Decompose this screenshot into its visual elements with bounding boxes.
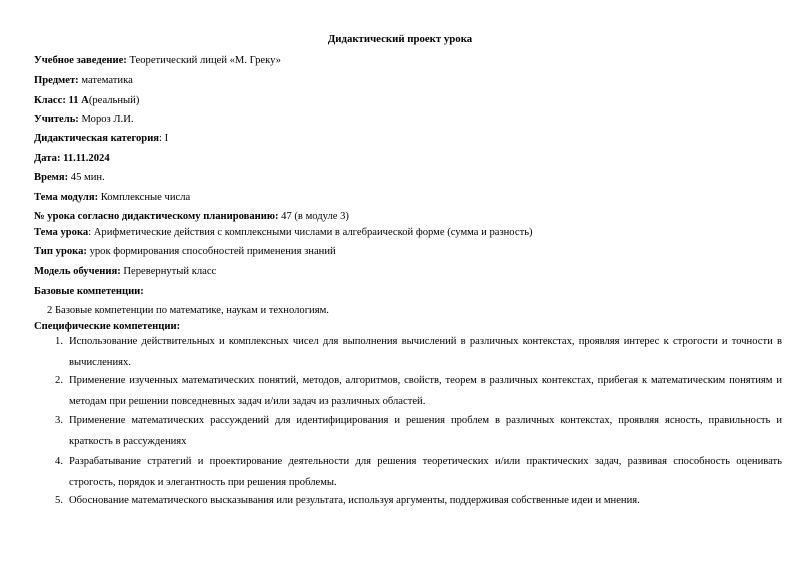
field-lesson-type bbox=[34, 246, 336, 257]
list-item-number: 2. bbox=[55, 375, 63, 386]
field-lesson-number bbox=[34, 211, 349, 222]
base-competences-heading: Базовые компетенции: bbox=[34, 286, 144, 297]
list-item-text: Использование действительных и комплексных чисел для выполнения вычислений в различных контекстах, проявляя интерес к строгости и точности в вычислениях. bbox=[69, 336, 782, 368]
field-label: Учитель: bbox=[34, 114, 79, 125]
field-label: Тема модуля: bbox=[34, 192, 99, 203]
field-label: Время: bbox=[34, 172, 69, 183]
field-value: (реальный) bbox=[88, 95, 140, 106]
field-class bbox=[34, 95, 139, 106]
field-value: Комплексные числа bbox=[98, 192, 191, 203]
field-label: Тип урока: bbox=[34, 246, 87, 257]
field-value: Мороз Л.И. bbox=[78, 114, 134, 125]
list-item-text: Разрабатывание стратегий и проектирование деятельности для решения теоретических и/или практических задач, развивая способность оценивать строгость, порядок и элегантность при решения проблемы. bbox=[69, 456, 782, 488]
field-category bbox=[34, 133, 168, 144]
field-value: Теоретический лицей «М. Греку» bbox=[126, 55, 281, 66]
document-title: Дидактический проект урока bbox=[327, 33, 473, 45]
field-label: № урока согласно дидактическому планированию: bbox=[34, 211, 279, 222]
field-label: Учебное заведение: bbox=[34, 55, 127, 66]
field-label: Предмет: bbox=[34, 75, 79, 86]
base-competence-item: 2 Базовые компетенции по математике, наукам и технологиям. bbox=[47, 305, 329, 316]
field-school bbox=[34, 55, 281, 66]
list-item-text: Применение математических рассуждений для идентифицирования и решения проблем в различных контекстах, проявляя ясность, правильность и краткость в рассуждениях bbox=[69, 415, 782, 447]
field-value: : I bbox=[159, 133, 169, 144]
list-item-number: 4. bbox=[55, 456, 63, 467]
field-value: математика bbox=[78, 75, 133, 86]
field-learning-model bbox=[34, 266, 216, 277]
field-date bbox=[34, 153, 110, 164]
list-item-number: 3. bbox=[55, 415, 63, 426]
field-value: урок формирования способностей применения знаний bbox=[86, 246, 336, 257]
field-subject bbox=[34, 75, 133, 86]
specific-competences-heading: Специфические компетенции: bbox=[34, 321, 181, 332]
field-module bbox=[34, 192, 190, 203]
field-label: Класс: 11 А bbox=[34, 95, 89, 106]
field-label: Тема урока bbox=[34, 227, 89, 238]
field-time bbox=[34, 172, 105, 183]
field-value: 45 мин. bbox=[68, 172, 105, 183]
field-label: Модель обучения: bbox=[34, 266, 121, 277]
field-topic bbox=[34, 227, 533, 238]
list-item-number: 1. bbox=[55, 336, 63, 347]
list-item-text: Применение изученных математических понятий, методов, алгоритмов, свойств, теорем в различных контекстах, прибегая к математическим понятиям и методам при решении повседневных задач и/или задач из различных областей. bbox=[69, 375, 782, 407]
list-item-text: Обоснование математического высказывания или результата, используя аргументы, поддерживая собственные идеи и мнения. bbox=[69, 495, 640, 506]
field-value: Перевернутый класс bbox=[120, 266, 217, 277]
field-teacher bbox=[34, 114, 134, 125]
list-item-number: 5. bbox=[55, 495, 63, 506]
field-label: Дидактическая категория bbox=[34, 133, 160, 144]
field-value: 47 (в модуле 3) bbox=[278, 211, 349, 222]
field-label: Дата: 11.11.2024 bbox=[34, 153, 110, 164]
field-value: : Арифметические действия с комплексными числами в алгебраической форме (сумма и разность) bbox=[88, 227, 533, 238]
